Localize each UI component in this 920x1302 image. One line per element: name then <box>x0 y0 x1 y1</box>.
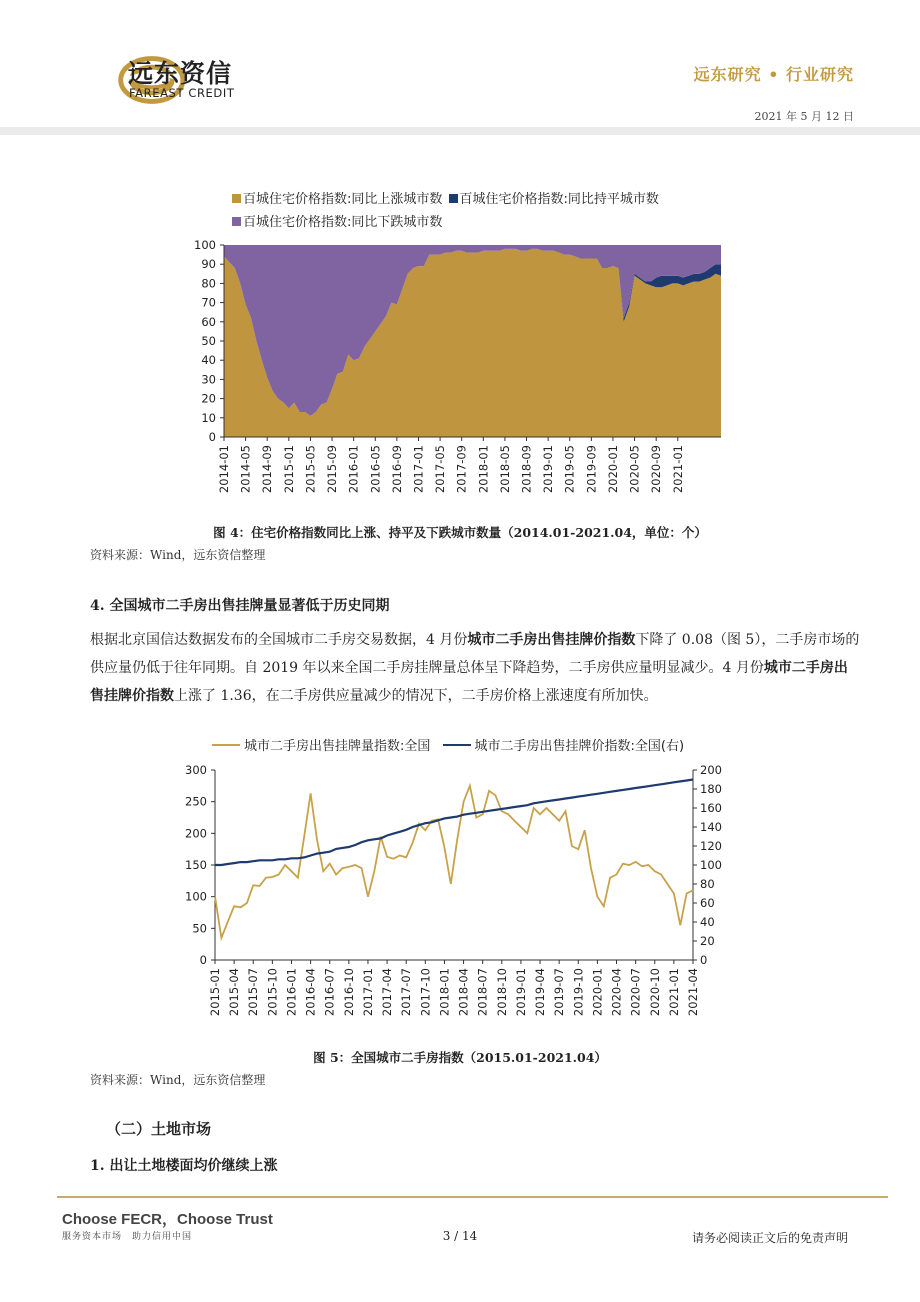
line-listing-volume <box>215 786 693 938</box>
chart1-x-tick-label: 2017-05 <box>433 445 448 494</box>
chart2-x-tick-label: 2021-04 <box>686 968 700 1017</box>
chart1-x-tick-label: 2018-09 <box>519 445 534 494</box>
chart2-x-tick-label: 2019-04 <box>533 968 548 1017</box>
chart2-right-tick-label: 180 <box>700 782 722 796</box>
chart1-y-tick-label: 50 <box>201 334 216 348</box>
chart2-left-tick-label: 50 <box>192 921 207 936</box>
legend-up <box>232 192 442 207</box>
chart1-x-tick-label: 2015-01 <box>281 445 296 494</box>
chart2-x-tick-label: 2018-07 <box>475 968 490 1017</box>
legend-volume-label: 城市二手房出售挂牌量指数:全国 <box>244 739 431 754</box>
land-market-subtitle: （二）土地市场 <box>106 1120 212 1138</box>
legend-up-swatch <box>232 194 241 203</box>
chart1-x-tick-label: 2019-01 <box>541 445 556 494</box>
chart1-x-tick-label: 2020-09 <box>649 445 664 494</box>
chart2-right-tick-label: 100 <box>700 858 722 872</box>
chart1-x-tick-label: 2016-01 <box>346 445 361 494</box>
para-bold-2: 城市二手房出售挂牌价指数 <box>90 660 848 704</box>
chart2-x-tick-label: 2015-01 <box>208 968 222 1017</box>
chart2-right-tick-label: 40 <box>700 915 715 929</box>
chart2-line <box>175 760 735 1030</box>
header-section-title: 远东研究 • 行业研究 <box>693 65 854 84</box>
para-text-3: 上涨了 1.36，在二手房供应量减少的情况下，二手房价格上涨速度有所加快。 <box>174 688 658 704</box>
chart2-x-tick-label: 2018-10 <box>494 968 509 1017</box>
chart2-x-tick-label: 2021-01 <box>666 968 681 1017</box>
footer-subslogan: 服务资本市场 助力信用中国 <box>62 1232 193 1242</box>
chart1-x-tick-label: 2014-01 <box>217 445 231 494</box>
chart1-x-tick-label: 2015-09 <box>325 445 340 494</box>
page-number: 3 / 14 <box>442 1229 478 1243</box>
logo-text-en: FAREAST CREDIT <box>129 86 235 100</box>
chart1-stacked-area <box>190 235 735 505</box>
para-text-2: 下降了 0.08（图 5），二手房市场的供应量仍低于往年同期。自 2019 年以来全国二手房挂牌量总体呈下降趋势，二手房供应量明显减少。4 月份 <box>90 632 860 676</box>
section4-paragraph <box>90 626 860 710</box>
chart2-x-tick-label: 2019-01 <box>513 968 528 1017</box>
chart2-x-tick-label: 2020-04 <box>609 968 624 1017</box>
chart2-x-tick-label: 2016-01 <box>284 968 299 1017</box>
chart2-x-tick-label: 2020-01 <box>590 968 605 1017</box>
chart1-x-tick-label: 2020-01 <box>605 445 620 494</box>
chart2-x-tick-label: 2019-07 <box>552 968 567 1017</box>
chart1-y-tick-label: 90 <box>201 257 216 272</box>
chart1-x-tick-label: 2016-05 <box>368 445 383 494</box>
chart2-x-tick-label: 2017-04 <box>380 968 395 1017</box>
legend-up-label: 百城住宅价格指数:同比上涨城市数 <box>243 192 443 207</box>
legend-down <box>232 215 442 230</box>
footer-slogan: Choose FECR，Choose Trust <box>62 1211 273 1228</box>
chart1-y-tick-label: 100 <box>194 238 216 252</box>
chart2-left-tick-label: 150 <box>185 858 207 872</box>
chart1-x-tick-label: 2016-09 <box>389 445 404 494</box>
chart2-right-tick-label: 0 <box>700 953 708 967</box>
footer-divider <box>57 1196 888 1198</box>
chart1-y-tick-label: 10 <box>201 410 216 425</box>
chart1-x-tick-label: 2020-05 <box>627 445 642 494</box>
chart2-right-tick-label: 140 <box>700 820 722 834</box>
chart2-x-tick-label: 2015-10 <box>265 968 280 1017</box>
chart2-right-tick-label: 20 <box>700 934 715 948</box>
chart1-y-tick-label: 80 <box>201 276 216 291</box>
chart1-x-tick-label: 2017-09 <box>454 445 469 494</box>
chart1-x-tick-label: 2019-09 <box>584 445 599 494</box>
logo-text-cn: 远东资信 <box>128 59 233 88</box>
chart1-y-tick-label: 70 <box>201 295 216 310</box>
chart2-x-tick-label: 2017-07 <box>399 968 414 1017</box>
legend-flat <box>449 192 659 207</box>
chart1-x-tick-label: 2018-05 <box>497 445 512 494</box>
section4-title: 4. 全国城市二手房出售挂牌量显著低于历史同期 <box>90 598 390 614</box>
report-date: 2021 年 5 月 12 日 <box>754 110 854 123</box>
legend-price-label: 城市二手房出售挂牌价指数:全国(右) <box>474 739 685 754</box>
chart2-right-tick-label: 200 <box>700 763 722 777</box>
chart1-caption: 图 4：住宅价格指数同比上涨、持平及下跌城市数量（2014.01-2021.04，单位：个） <box>213 525 707 540</box>
legend-flat-swatch <box>449 194 458 203</box>
chart2-right-tick-label: 60 <box>700 896 715 910</box>
legend-flat-label: 百城住宅价格指数:同比持平城市数 <box>459 192 659 207</box>
chart2-x-tick-label: 2015-07 <box>246 968 261 1017</box>
chart2-right-tick-label: 80 <box>700 877 715 891</box>
chart1-y-tick-label: 20 <box>201 391 216 406</box>
land-section-title: 1. 出让土地楼面均价继续上涨 <box>90 1158 278 1174</box>
chart2-legend <box>212 735 684 754</box>
chart2-right-tick-label: 160 <box>700 801 722 815</box>
chart1-source: 资料来源：Wind，远东资信整理 <box>90 548 266 562</box>
chart2-x-tick-label: 2020-10 <box>647 968 662 1017</box>
chart1-x-tick-label: 2019-05 <box>562 445 577 494</box>
chart1-y-tick-label: 0 <box>208 430 216 444</box>
chart1-x-tick-label: 2017-01 <box>411 445 426 494</box>
line-listing-price <box>215 780 693 866</box>
chart2-source: 资料来源：Wind，远东资信整理 <box>90 1073 266 1087</box>
legend-price <box>443 739 685 754</box>
chart1-y-tick-label: 40 <box>201 353 216 368</box>
chart1-x-tick-label: 2018-01 <box>476 445 491 494</box>
chart2-x-tick-label: 2016-07 <box>322 968 337 1017</box>
chart1-y-tick-label: 60 <box>201 314 216 329</box>
chart1-x-tick-label: 2014-09 <box>260 445 275 494</box>
chart2-x-tick-label: 2019-10 <box>571 968 586 1017</box>
chart2-x-tick-label: 2016-10 <box>341 968 356 1017</box>
chart2-left-tick-label: 200 <box>185 826 207 841</box>
chart1-x-tick-label: 2015-05 <box>303 445 318 494</box>
legend-volume-swatch <box>212 744 240 746</box>
chart2-right-tick-label: 120 <box>700 839 722 853</box>
chart2-x-tick-label: 2016-04 <box>303 968 318 1017</box>
chart2-x-tick-label: 2018-04 <box>456 968 471 1017</box>
header-divider <box>0 127 920 135</box>
chart2-x-tick-label: 2017-01 <box>360 968 375 1017</box>
chart2-x-tick-label: 2017-10 <box>418 968 433 1017</box>
chart2-left-tick-label: 0 <box>199 953 207 967</box>
chart1-x-tick-label: 2021-01 <box>670 444 685 494</box>
chart2-caption: 图 5：全国城市二手房指数（2015.01-2021.04） <box>313 1050 607 1065</box>
para-bold-1: 城市二手房出售挂牌价指数 <box>467 632 636 648</box>
legend-price-swatch <box>443 744 471 746</box>
chart2-left-tick-label: 250 <box>185 794 207 809</box>
chart2-left-tick-label: 100 <box>185 889 207 904</box>
footer-disclaimer: 请务必阅读正文后的免责声明 <box>691 1231 848 1245</box>
chart2-left-tick-label: 300 <box>185 763 207 777</box>
para-text-1: 根据北京国信达数据发布的全国城市二手房交易数据，4 月份 <box>90 632 468 648</box>
chart2-x-tick-label: 2018-01 <box>437 968 452 1017</box>
chart1-legend-row1 <box>232 188 661 207</box>
chart2-x-tick-label: 2015-04 <box>227 968 242 1017</box>
legend-down-swatch <box>232 217 241 226</box>
legend-down-label: 百城住宅价格指数:同比下跌城市数 <box>243 215 443 230</box>
chart2-x-tick-label: 2020-07 <box>628 968 643 1017</box>
chart1-y-tick-label: 30 <box>201 372 216 387</box>
chart1-x-tick-label: 2014-05 <box>238 445 253 494</box>
legend-volume <box>212 739 430 754</box>
chart1-legend-row2 <box>232 211 444 230</box>
